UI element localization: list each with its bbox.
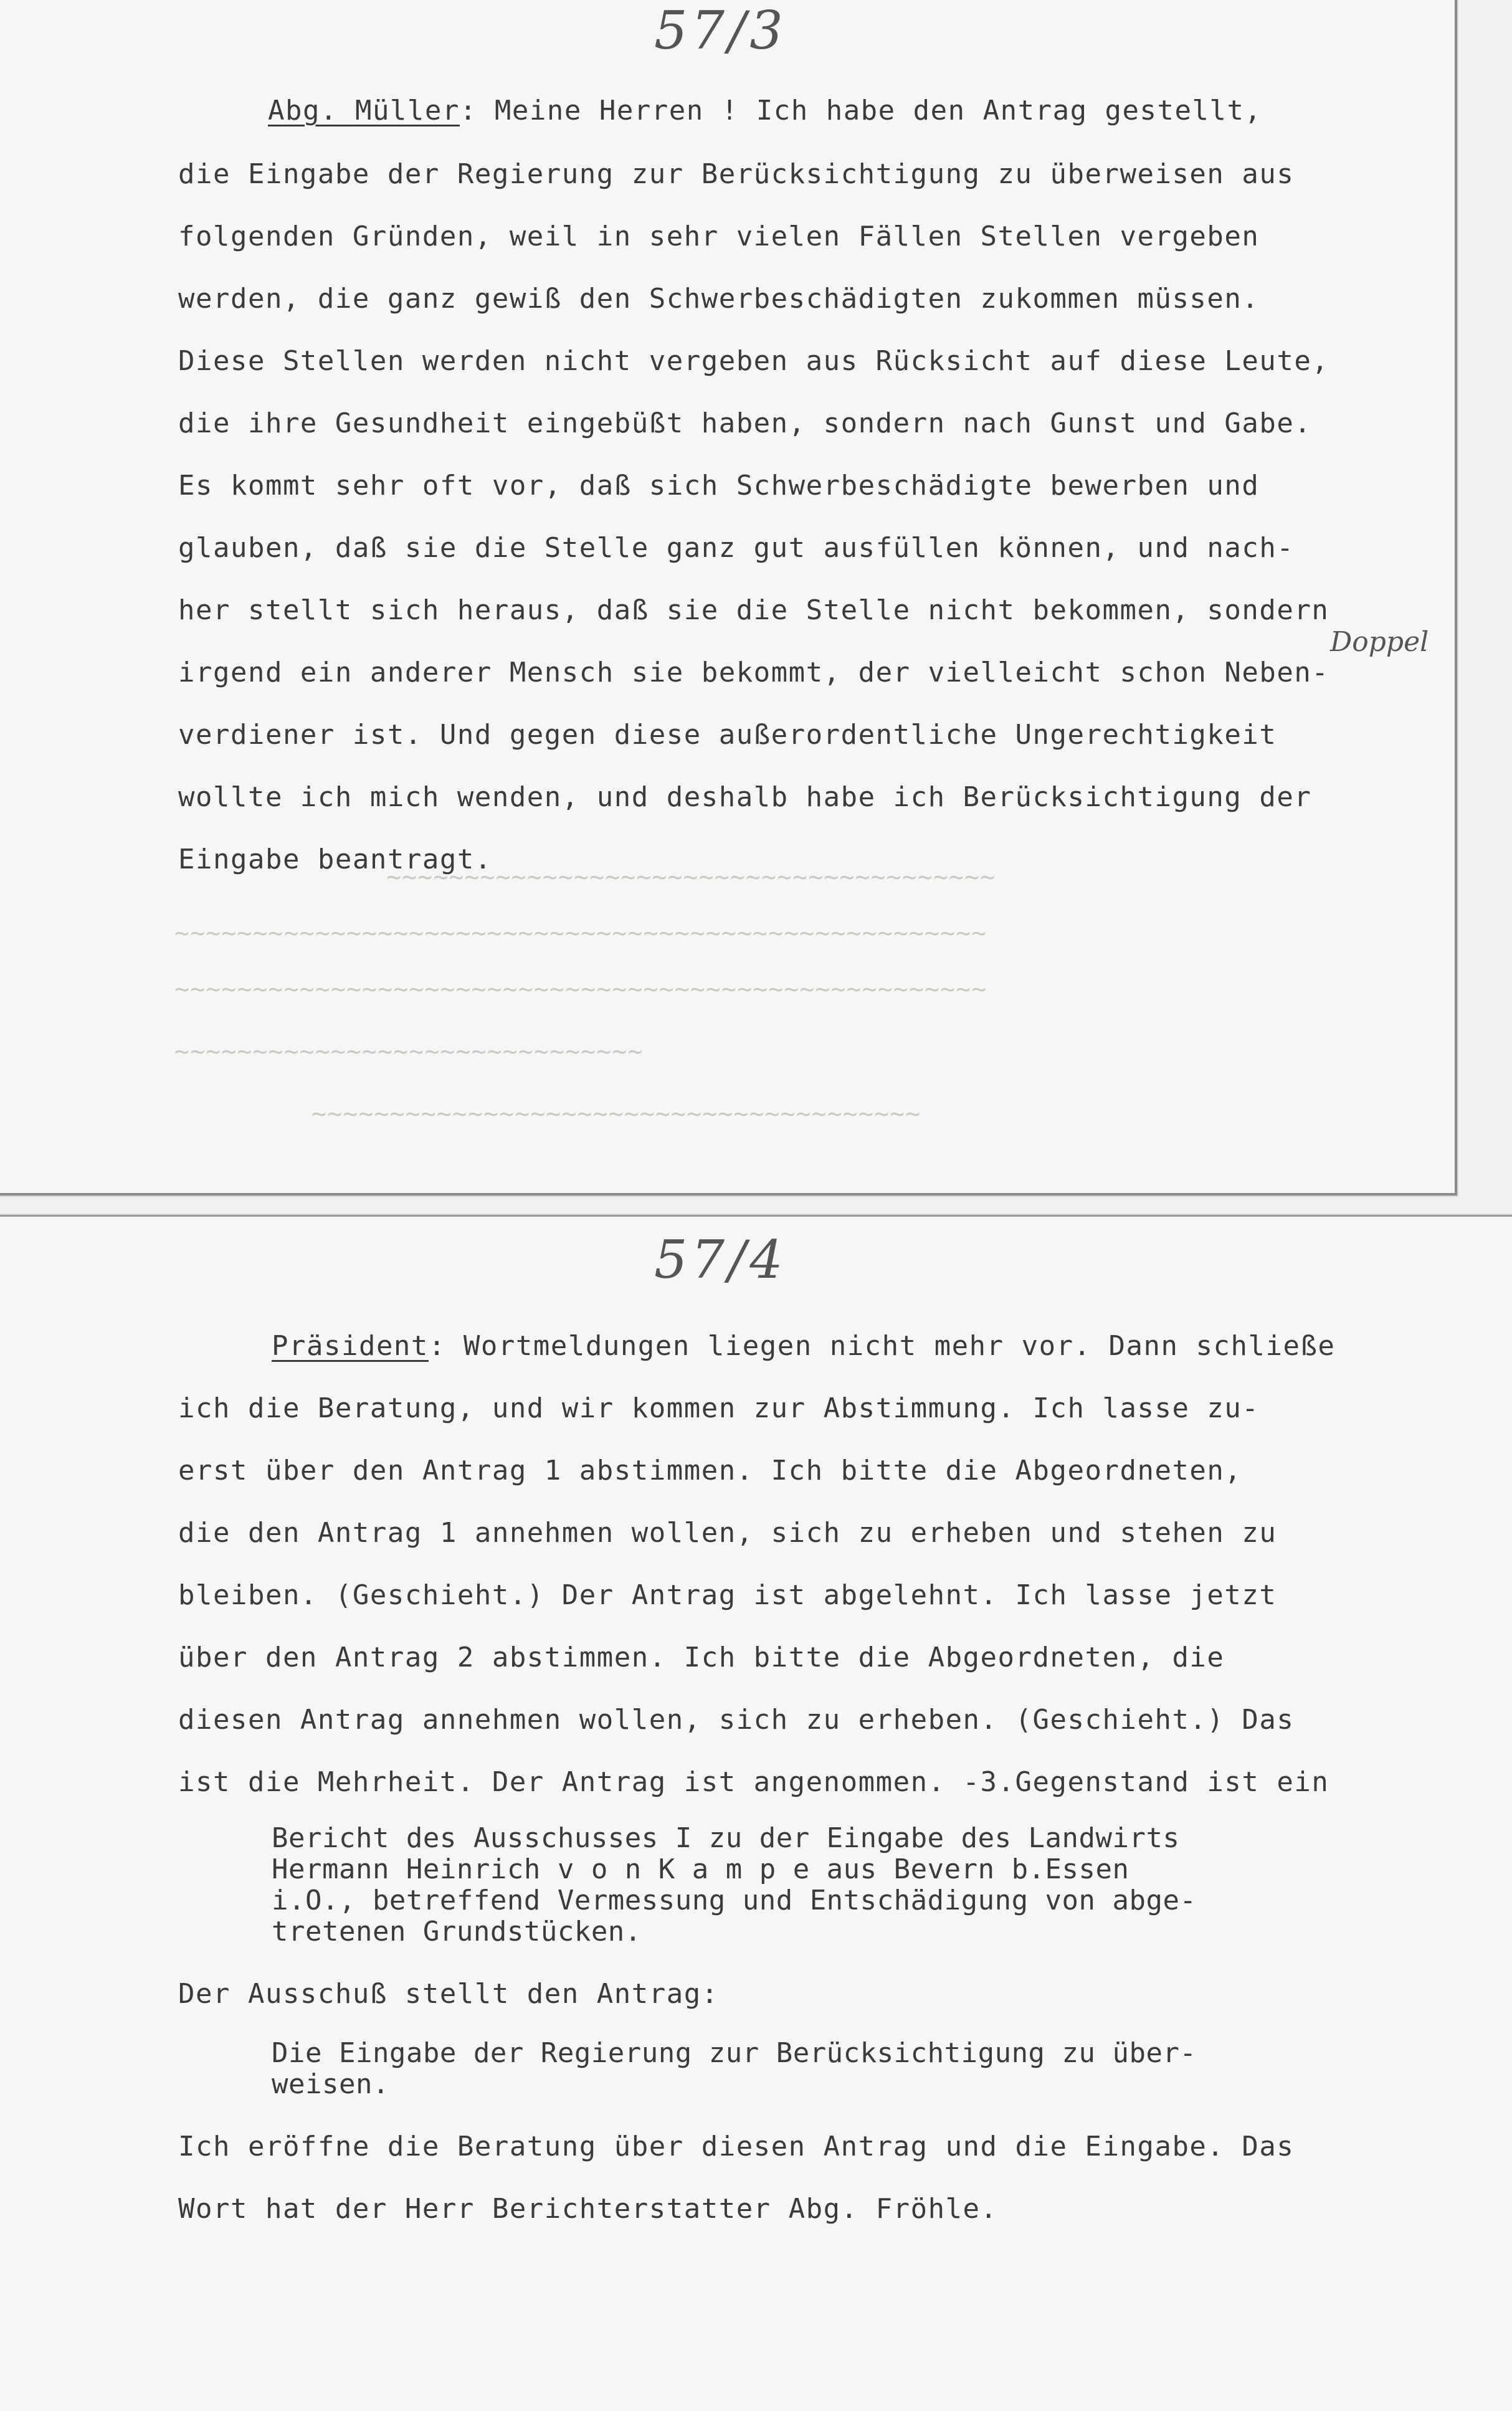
speech-line: glauben, daß sie die Stelle ganz gut ausfüllen können, und nach- <box>178 532 1295 564</box>
bleed-through-line: ~~~~~~~~~~~~~~~~~~~~~~~~~~~~~~~~~~~~~~~ <box>386 863 996 892</box>
speech-line: Abg. Müller: Meine Herren ! Ich habe den Antrag gestellt, <box>268 95 1262 126</box>
page-number: 57/4 <box>654 1229 787 1290</box>
speech-line: bleiben. (Geschieht.) Der Antrag ist abgelehnt. Ich lasse jetzt <box>178 1579 1277 1611</box>
speech-line: diesen Antrag annehmen wollen, sich zu erheben. (Geschieht.) Das <box>178 1704 1295 1736</box>
speech-line: die den Antrag 1 annehmen wollen, sich zu erheben und stehen zu <box>178 1517 1277 1549</box>
page-number: 57/3 <box>654 0 787 61</box>
speech-line: werden, die ganz gewiß den Schwerbeschädigten zukommen müssen. <box>178 283 1260 315</box>
speech-line: wollte ich mich wenden, und deshalb habe ich Berücksichtigung der <box>178 781 1312 813</box>
speech-line: Eingabe beantragt. <box>178 844 492 875</box>
handwritten-margin-note: Doppel <box>1330 626 1429 658</box>
speech-line: Diese Stellen werden nicht vergeben aus Rücksicht auf diese Leute, <box>178 345 1329 377</box>
report-block-line: tretenen Grundstücken. <box>272 1916 642 1947</box>
page-sheet-2 <box>0 1215 1512 2411</box>
speech-line: Präsident: Wortmeldungen liegen nicht mehr vor. Dann schließe <box>272 1330 1336 1362</box>
speech-line: folgenden Gründen, weil in sehr vielen Fällen Stellen vergeben <box>178 221 1260 252</box>
speech-line: Wort hat der Herr Berichterstatter Abg. Fröhle. <box>178 2193 998 2225</box>
speech-line: her stellt sich heraus, daß sie die Stelle nicht bekommen, sondern <box>178 594 1329 626</box>
bleed-through-line: ~~~~~~~~~~~~~~~~~~~~~~~~~~~~~~~~~~~~~~~ <box>311 1100 921 1128</box>
speech-line: ich die Beratung, und wir kommen zur Abstimmung. Ich lasse zu- <box>178 1392 1260 1424</box>
speaker-name: Präsident <box>272 1330 429 1362</box>
speech-line: verdiener ist. Und gegen diese außerordentliche Ungerechtigkeit <box>178 719 1277 751</box>
bleed-through-line: ~~~~~~~~~~~~~~~~~~~~~~~~~~~~~~~~~~~~~~~~~~~~~~~~~~~~ <box>174 975 987 1004</box>
speech-line: Ich eröffne die Beratung über diesen Antrag und die Eingabe. Das <box>178 2131 1295 2162</box>
speaker-name: Abg. Müller <box>268 95 460 126</box>
speech-line: über den Antrag 2 abstimmen. Ich bitte die Abgeordneten, die <box>178 1642 1225 1673</box>
speech-line: erst über den Antrag 1 abstimmen. Ich bitte die Abgeordneten, <box>178 1455 1242 1486</box>
page-sheet-1 <box>0 0 1457 1196</box>
speech-line: die Eingabe der Regierung zur Berücksichtigung zu überweisen aus <box>178 158 1295 190</box>
bleed-through-line: ~~~~~~~~~~~~~~~~~~~~~~~~~~~~~~~~~~~~~~~~~~~~~~~~~~~~ <box>174 919 987 948</box>
speech-line: die ihre Gesundheit eingebüßt haben, sondern nach Gunst und Gabe. <box>178 407 1312 439</box>
report-block-line: Hermann Heinrich v o n K a m p e aus Bevern b.Essen <box>272 1853 1129 1885</box>
report-block-line: i.O., betreffend Vermessung und Entschädigung von abge- <box>272 1885 1197 1916</box>
report-block-line: Bericht des Ausschusses I zu der Eingabe des Landwirts <box>272 1822 1180 1854</box>
speech-line: ist die Mehrheit. Der Antrag ist angenommen. -3.Gegenstand ist ein <box>178 1766 1329 1798</box>
speech-line: irgend ein anderer Mensch sie bekommt, der vielleicht schon Neben- <box>178 657 1329 688</box>
motion-block-line: weisen. <box>272 2068 389 2100</box>
bleed-through-line: ~~~~~~~~~~~~~~~~~~~~~~~~~~~~~~ <box>174 1037 644 1066</box>
speech-line: Es kommt sehr oft vor, daß sich Schwerbeschädigte bewerben und <box>178 470 1260 502</box>
motion-block-line: Die Eingabe der Regierung zur Berücksichtigung zu über- <box>272 2037 1197 2069</box>
committee-line: Der Ausschuß stellt den Antrag: <box>178 1978 719 2010</box>
